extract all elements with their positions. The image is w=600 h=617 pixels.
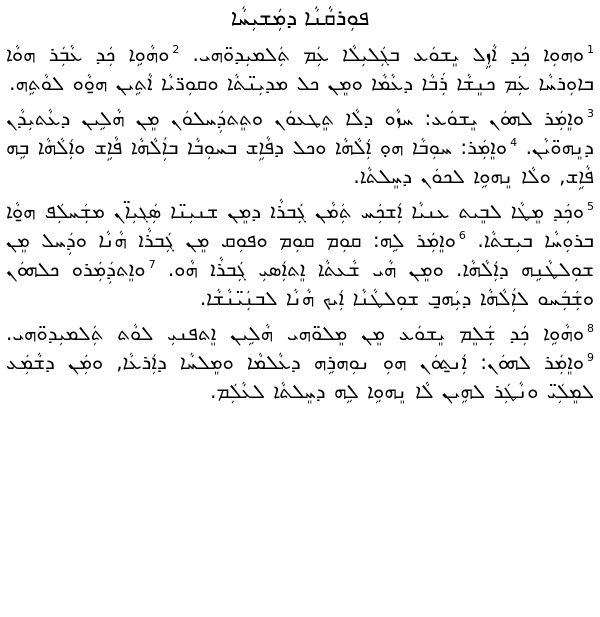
verse-number: 9: [587, 351, 594, 365]
verse-number: 8: [587, 322, 594, 336]
verse-number: 6: [458, 229, 466, 243]
verse-text: ܘܐܸܡܲܪ: ܚܘܼܒܵܐ ܗܘ̣ ܐܲܠܵܗܵܐ ܘܟܠ ܕܦܵܐܹܫ ܒܚܘܼܒܵܐ ܒܐܲܠܵܗܵܐ ܦܵܐܹܫ ܘܐܲܠܵܗܵܐ ܒܹܗ ܦܵܐܹܫ, ܘܠܵܐ ܢܸܗܘܹܐ ܠܟܘܿܢ ܕܚܸܠܬܵܐ.: [6, 135, 594, 188]
page-title: ܦܘܼܪܩܵܢܵܐ ܕܡܲܫܝܼܚܵܐ: [230, 6, 370, 31]
verse-text: ܘܗܘܼܐ ܟܲܕ ܐܵܙܹܠ ܝܸܫܘܿܥ ܒܓܲܠܝܼܠܵܐ ܥܲܡ ܬܲܠܡܝܼܕܘ̈ܗܝ.: [192, 42, 584, 66]
verse-number: 3: [587, 107, 594, 121]
document-page: [6, 4, 594, 613]
verse-number: 4: [510, 136, 518, 150]
verse-number: 2: [172, 43, 180, 57]
verse-number: 7: [148, 258, 156, 272]
paragraph-2: [6, 104, 594, 191]
verse-text: ܘܐܸܡܲܪ ܠܗܘܿܢ: ܐܲܢ̱ܬܘܿܢ ܗܘܼ ܢܘܼܗܪܹܗ ܕܥܵܠܡܵܐ ܘܡܸܠܚܵܐ ܕܐܲܪܥܵܐ, ܘܡܲܢ ܕܫܵܡܲܥ ܠܡܸܠܲܝ̈ ܘܢܵܛܲܪ ܠܗܹܝܢ ܠܵܐ ܢܸܗܘܹܐ ܠܹܗ ܕܚܸܠܬܵܐ ܠܥܵܠܲܡ.: [6, 350, 594, 403]
verse-text: ܘܐܸܡܲܪ ܠܹܗ: ܩܘܼܡ ܩܘܼܡ ܘܦܘܼܩ ܡܸܢ ܓܲܒܪܵܐ ܗܵܢܵܐ ܘܕܲܚܠ ܡܸܢ ܫܘܼܠܛܵܢܹܗ ܕܐܲܠܵܗܵܐ. ܘܡܸܢ ܗܵܝ ܫܵܥܬܵܐ ܐܸܬܐܲܣܝܼ ܓܲܒܪܵܐ ܗܵܘ.: [6, 228, 594, 281]
verse-text: ܘܐܸܡܲܪ ܠܗܘܿܢ ܝܸܫܘܿܥ: ܚܙܵܘ ܕܠܵܐ ܬܸܛܥܘܿܢ ܘܬܸܬܕܲܚܠܘܿܢ ܡܸܢ ܗܵܠܹܝܢ ܕܥܵܬܝܼܕܵܢ ܕܢܸܗܘ̈ܝܵܢ.: [6, 106, 594, 159]
paragraph-3: [6, 197, 594, 313]
verse-8: [6, 321, 594, 345]
verse-9: [6, 350, 594, 403]
verse-1: [193, 42, 594, 66]
verse-number: 1: [587, 43, 594, 57]
verse-text: ܘܟܲܕ ܡܸܛܵܐ ܠܒܸܝܬ ܥܢܝܵܐ ܐܲܫܟܲܚ ܬܲܡܵܢ ܓܲܒܪܵܐ ܕܡܸܢ ܫܢܝܼܢ̈ܐ ܣܲܓܝܼܐ̈ܢ ܡܫܲܚܠܲܦ ܗ̱ܘܵܐ ܒܪܘܼܚܵܐ ܒܝܼܫܬܵܐ.: [6, 199, 594, 252]
verse-number: 5: [587, 200, 594, 214]
paragraph-4: [6, 319, 594, 406]
paragraph-1: [6, 40, 594, 98]
verse-text: ܘܗܵܘܹܐ ܟܲܕ ܥܵܒܲܪ ܗܘܵܐ ܒܐܘܼܪܚܵܐ ܥܲܡ ܟܢܸܫܵܐ ܪܲܒܵܐ ܕܥܵܡܵܐ ܘܡܸܢ ܟܠ ܡܕܝܼܢ̈ܬܵܐ ܘܩܘܼܪ̈ܝܵܐ ܐܵܬܹܝܢ ܗ̱ܘܵܘ ܠܘܵܬܹܗ.: [6, 42, 594, 95]
verse-4: [6, 135, 594, 188]
verse-text: ܘܐܸܬܕܲܡܲܪܘ ܟܠܗܘܿܢ ܘܫܲܒܲܚܘ ܠܐܲܠܵܗܵܐ ܕܝܲܗ̱ܒ ܫܘܼܠܛܵܢܵܐ ܐܲܝܟ ܗܵܢܵܐ ܠܒܢܲܝ̈ܢܵܫܵܐ.: [6, 257, 594, 310]
verse-text: ܘܗܵܘܹܐ ܟܲܕ ܫܲܠܸܡ ܝܸܫܘܿܥ ܡܸܢ ܡܸܠܘ̈ܗܝ ܗܵܠܹܝܢ ܐܸܬܦܢܝܼ ܠܘܵܬ ܬܲܠܡܝܼܕܘ̈ܗܝ.: [6, 321, 584, 345]
